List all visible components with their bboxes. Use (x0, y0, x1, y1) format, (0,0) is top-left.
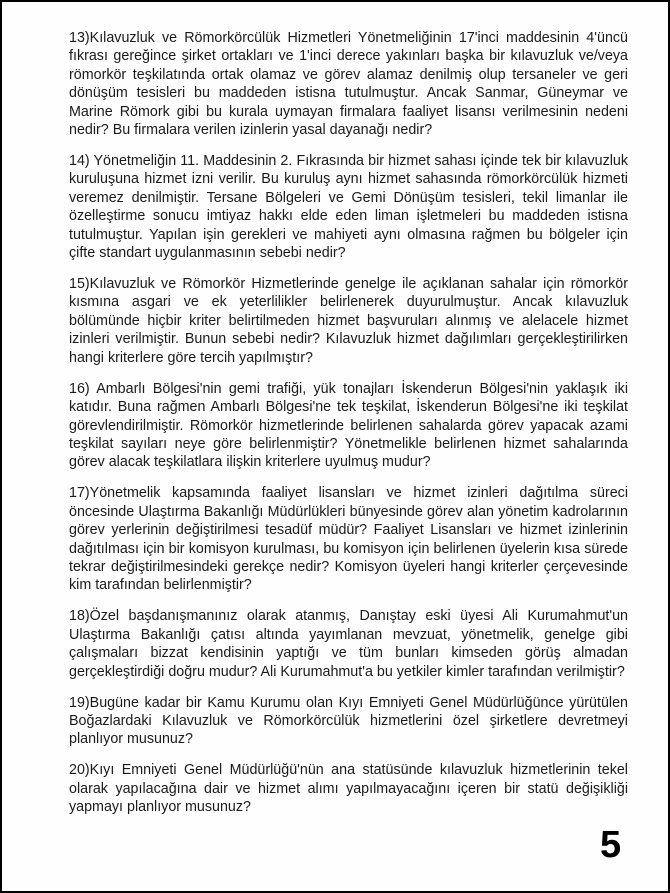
question-13: 13)Kılavuzluk ve Römorkörcülük Hizmetleri Yönetmeliğinin 17'inci maddesinin 4'üncü fıkrası gereğince şirket ortakları ve 1'inci derece yakınları başka bir kılavuzluk ve/veya römorkör teşkilatında ortak olamaz ve görev alamaz denilmiş olup tersaneler ve geri dönüşüm tesisleri bu maddeden istisna tutulmuştur. Ancak Sanmar, Güneymar ve Marine Römork gibi bu kurala uymayan firmalara faaliyet lisansı verilmesinin nedeni nedir? Bu firmalara verilen izinlerin yasal dayanağı nedir? (69, 30, 628, 139)
question-20: 20)Kıyı Emniyeti Genel Müdürlüğü'nün ana statüsünde kılavuzluk hizmetlerinin tekel olarak yapılacağına dair ve hizmet alımı yapılmayacağını içeren bir statü değişikliği yapmayı planlıyor musunuz? (69, 762, 628, 816)
page-number: 5 (600, 824, 622, 866)
question-18: 18)Özel başdanışmanınız olarak atanmış, Danıştay eski üyesi Ali Kurumahmut'un Ulaştırma Bakanlığı çatısı altında yayımlanan mevzuat, yönetmelik, genelge gibi çalışmaları bizzat kendisinin yaptığı ve tüm bunları kimseden görüş almadan gerçekleştirdiği doğru mudur? Ali Kurumahmut'a bu yetkiler kimler tarafından verilmiştir? (69, 608, 628, 680)
question-17: 17)Yönetmelik kapsamında faaliyet lisansları ve hizmet izinleri dağıtılma süreci öncesinde Ulaştırma Bakanlığı Müdürlükleri bünyesinde görev alan yönetim kadrolarının görev yerlerinin değiştirilmesi tesadüf müdür? Faaliyet Lisansları ve hizmet izinlerinin dağıtılması için bir komisyon kurulması, bu komisyon için belirlenen üyelerin kısa sürede tekrar değiştirilmesindeki gerekçe nedir? Komisyon üyeleri hangi kriterler çerçevesinde kim tarafından belirlenmiştir? (69, 485, 628, 594)
question-15: 15)Kılavuzluk ve Römorkör Hizmetlerinde genelge ile açıklanan sahalar için römorkör kısmına asgari ve ek yeterlilikler belirlenerek duyurulmuştur. Ancak kılavuzluk bölümünde hiçbir kriter belirtilmeden hizmet başvuruları alınmış ve alelacele hizmet izinleri verilmiştir. Bunun sebebi nedir? Kılavuzluk hizmet dağılımları gerçekleştirilirken hangi kriterlere göre tercih yapılmıştır? (69, 276, 628, 366)
question-19: 19)Bugüne kadar bir Kamu Kurumu olan Kıyı Emniyeti Genel Müdürlüğünce yürütülen Boğazlardaki Kılavuzluk ve Römorkörcülük hizmetlerini özel şirketlere devretmeyi planlıyor musunuz? (69, 694, 628, 748)
questions-list (69, 29, 628, 829)
question-16: 16) Ambarlı Bölgesi'nin gemi trafiği, yük tonajları İskenderun Bölgesi'nin yaklaşık iki katıdır. Buna rağmen Ambarlı Bölgesi'ne tek teşkilat, İskenderun Bölgesi'ne iki teşkilat görevlendirilmiştir. Römorkör hizmetlerinde belirlenen sahalarda görev yapacak azami teşkilat sayıları neye göre belirlenmiştir? Yönetmelikle belirlenen hizmet sahalarında görev alacak teşkilatlara ilişkin kriterlere uyulmuş mudur? (69, 380, 628, 471)
question-14: 14) Yönetmeliğin 11. Maddesinin 2. Fıkrasında bir hizmet sahası içinde tek bir kılavuzluk kuruluşuna hizmet izni verilir. Bu kuruluş aynı hizmet sahasında römorkörcülük hizmeti veremez denilmiştir. Tersane Bölgeleri ve Gemi Dönüşüm tesisleri, tekil limanlar ile özelleştirme sonucu imtiyaz hakkı elde eden liman işletmeleri bu maddeden istisna tutulmuştur. Yapılan işin gerekleri ve mahiyeti aynı olmasına rağmen bu bölgeler için çifte standart uygulanmasının sebebi nedir? (69, 153, 628, 262)
